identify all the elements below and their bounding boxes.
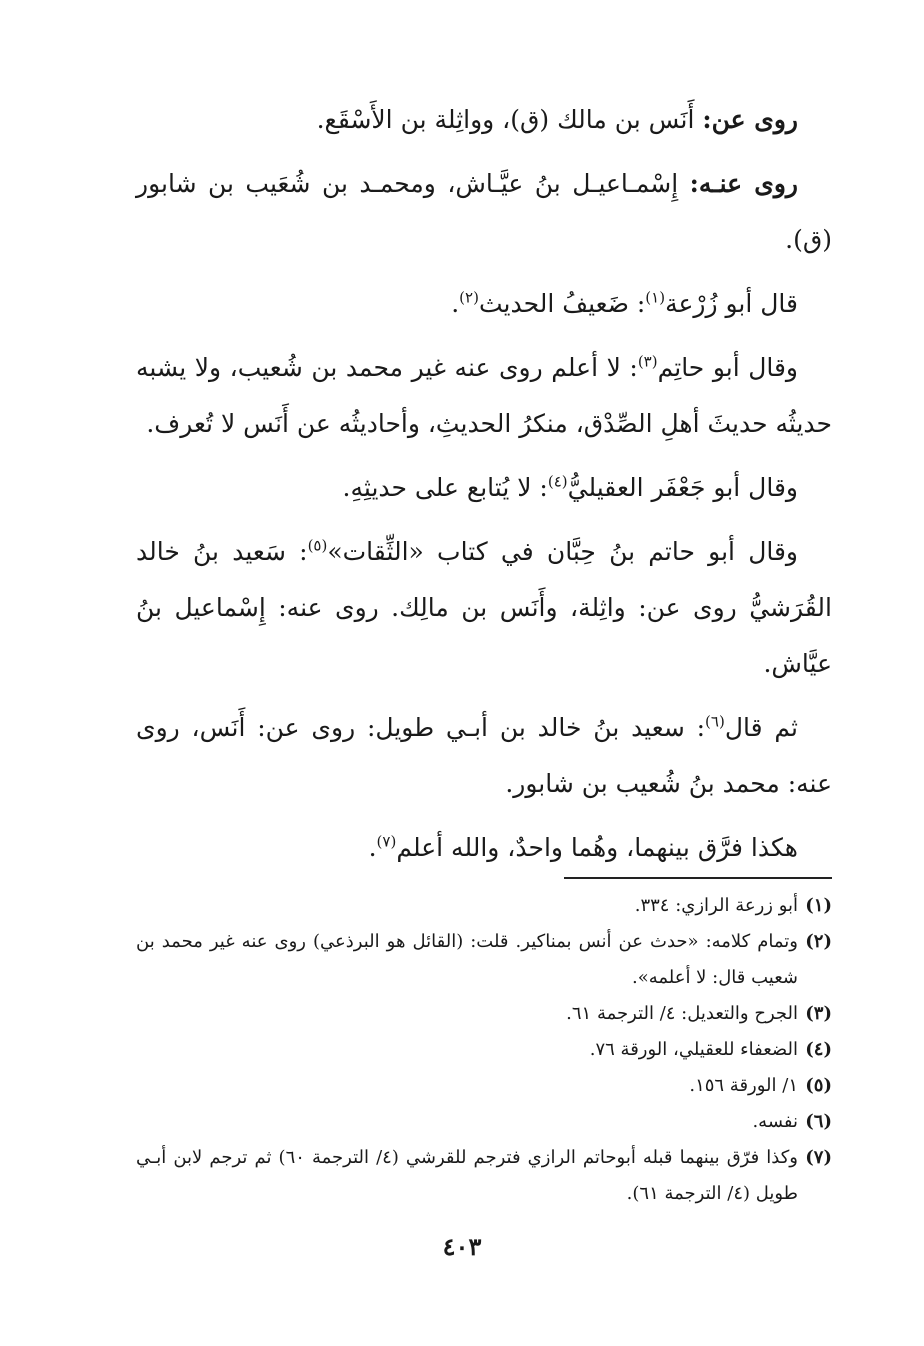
paragraph-abu-hatim (136, 340, 832, 452)
footnote-2 (136, 924, 832, 996)
footnote-divider (564, 877, 832, 879)
uqayli-text: : لا يُتابع على حديثِهِ. (342, 473, 548, 502)
footnote-number: (٦) (805, 1111, 832, 1132)
abu-hatim-intro: وقال أبو حاتِم (657, 353, 798, 382)
footnotes-section (136, 888, 832, 1212)
label-narrated-by: روى عنـه: (689, 169, 798, 198)
narrated-by-text: إِسْمـاعيـل بنُ عيَّـاش، ومحمـد بن شُعَيب بن شابور (ق). (136, 169, 832, 254)
uqayli-intro: وقال أبو جَعْفَر العقيليُّ (567, 473, 798, 502)
footnote-text: ١/ الورقة ١٥٦. (689, 1075, 798, 1096)
footnote-6 (136, 1104, 832, 1140)
footnote-number: (٧) (805, 1147, 832, 1168)
footnote-number: (٤) (805, 1039, 832, 1060)
abu-zura-intro: قال أبو زُرْعة (665, 289, 798, 318)
footnote-text: وكذا فرّق بينهما قبله أبوحاتم الرازي فترجم للقرشي (٤/ الترجمة ٦٠) ثم ترجم لابن أبـي طويل (٤/ الترجمة ٦١). (136, 1147, 798, 1204)
footnote-text: الضعفاء للعقيلي، الورقة ٧٦. (589, 1039, 798, 1060)
paragraph-uqayli (136, 460, 832, 516)
footnote-ref-1[interactable]: (١) (645, 288, 666, 307)
footnote-number: (٣) (805, 1003, 832, 1024)
ibn-hibban-text: : سَعيد بنُ خالد القُرَشيُّ روى عن: واثِلة، وأَنَس بن مالِك. روى عنه: إِسْماعيل بنُ عيَّاش. (136, 537, 832, 678)
footnote-number: (١) (805, 895, 832, 916)
footnote-1 (136, 888, 832, 924)
main-text (136, 92, 832, 884)
footnote-ref-5[interactable]: (٥) (307, 536, 328, 555)
footnote-number: (٥) (805, 1075, 832, 1096)
footnote-text: نفسه. (752, 1111, 798, 1132)
footnote-3 (136, 996, 832, 1032)
paragraph-narrated-by (136, 156, 832, 268)
abu-zura-end: . (451, 289, 460, 318)
footnote-ref-6[interactable]: (٦) (705, 712, 725, 731)
paragraph-abu-zura (136, 276, 832, 332)
footnote-7 (136, 1140, 832, 1212)
paragraph-narrated-from (136, 92, 832, 148)
footnote-4 (136, 1032, 832, 1068)
paragraph-conclusion (136, 820, 832, 876)
paragraph-then-said (136, 700, 832, 812)
footnote-ref-2[interactable]: (٢) (459, 288, 479, 307)
footnote-text: وتمام كلامه: «حدث عن أنس بمناكير. قلت: (القائل هو البرذعي) روى عنه غير محمد بن شعيب قال: لا أعلمه». (136, 931, 798, 988)
footnote-text: أبو زرعة الرازي: ٣٣٤. (634, 895, 798, 916)
then-said-intro: ثم قال (724, 713, 798, 742)
narrated-from-text: أَنَس بن مالك (ق)، وواثِلة بن الأَسْقَع. (316, 105, 703, 134)
conclusion-end: . (368, 833, 377, 862)
conclusion-text: هكذا فرَّق بينهما، وهُما واحدٌ، والله أعلم (396, 833, 798, 862)
footnote-number: (٢) (805, 931, 832, 952)
then-said-text: : سعيد بنُ خالد بن أبـي طويل: روى عن: أَنَس، روى عنه: محمد بنُ شُعيب بن شابور. (136, 713, 832, 798)
abu-hatim-text: : لا أعلم روى عنه غير محمد بن شُعيب، ولا يشبه حديثُه حديثَ أهلِ الصِّدْق، منكرُ الحديثِ، وأحاديثُه عن أَنَس لا تُعرف. (136, 353, 832, 438)
footnote-ref-4[interactable]: (٤) (547, 472, 568, 491)
ibn-hibban-intro: وقال أبو حاتم بنُ حِبَّان في كتاب «الثِّقات» (327, 537, 799, 566)
page-number: ٤٠٣ (442, 1232, 482, 1261)
footnote-text: الجرح والتعديل: ٤/ الترجمة ٦١. (566, 1003, 798, 1024)
footnote-5 (136, 1068, 832, 1104)
footnote-ref-7[interactable]: (٧) (376, 832, 397, 851)
paragraph-ibn-hibban (136, 524, 832, 692)
footnote-ref-3[interactable]: (٣) (637, 352, 658, 371)
label-narrated-from: روى عن: (702, 105, 798, 134)
abu-zura-verdict: : ضَعيفُ الحديث (478, 289, 646, 318)
